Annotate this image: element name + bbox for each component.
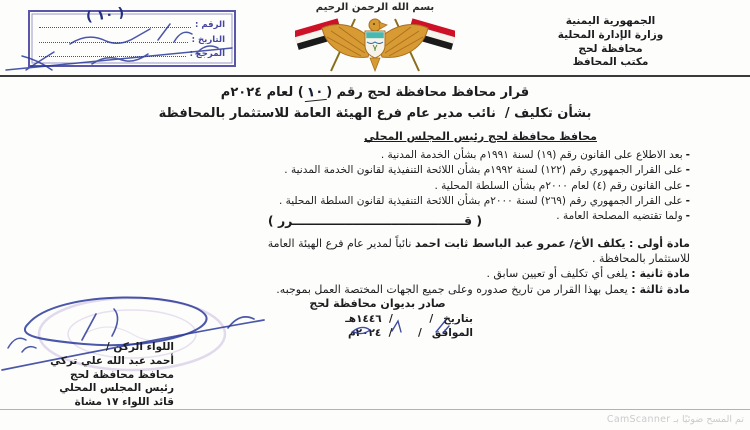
- bullet-dash: -: [685, 179, 690, 192]
- dotted-leader: [39, 48, 186, 57]
- eagle-head-icon: [369, 19, 387, 31]
- article-text: نائباً لمدير عام فرع الهيئة العامة: [267, 237, 412, 250]
- appointee-name: يكلف الأخ/ عمرو عبد الباسط ثابت احمد: [414, 237, 626, 250]
- ref-number-label: الرقم :: [195, 20, 225, 30]
- issuing-authority-line: محافظ محافظة لحج رئيس المجلس المحلي: [363, 130, 597, 143]
- footer-divider: [0, 409, 750, 410]
- decree-title-prefix: قرار محافظ محافظة لحج رقم (: [326, 85, 530, 100]
- signatory-title-brigade: قائد اللواء ١٧ مشاة: [74, 395, 174, 408]
- letterhead-line-republic: الجمهورية اليمنية: [565, 15, 656, 27]
- hijri-date-row: [270, 313, 485, 325]
- basmala-text: بسم الله الرحمن الرحيم: [315, 2, 435, 13]
- preamble-item: [40, 148, 690, 163]
- camscanner-watermark: تم المسح ضوئيًا بـ CamScanner: [606, 414, 744, 425]
- decree-title-line1: [0, 84, 750, 101]
- shield-icon: [365, 31, 385, 58]
- preamble-text: على القانون رقم (٤) لعام ٢٠٠٠م بشأن السلطة المحلية .: [434, 179, 683, 192]
- preamble-text: على القرار الجمهوري رقم (٢٦٩) لسنة ٢٠٠٠م بشأن اللائحة التنفيذية لقانون السلطة المحلية .: [278, 194, 683, 207]
- dotted-leader: [39, 34, 188, 43]
- issued-at-line: صادر بديوان محافظة لحج: [309, 297, 446, 310]
- signatory-title-council: رئيس المجلس المحلي: [59, 382, 174, 395]
- bullet-dash: -: [685, 149, 690, 161]
- bullet-dash: -: [685, 210, 690, 223]
- letterhead-ministry-block: [513, 15, 708, 70]
- ref-reference-label: المرجع :: [189, 49, 225, 59]
- gregorian-date-label: الموافق: [431, 327, 473, 339]
- ref-row-number: [39, 19, 225, 30]
- preamble-item: [40, 194, 690, 209]
- ref-row-reference: [39, 48, 225, 59]
- header-divider: [0, 75, 750, 77]
- decree-title-suffix: ) لعام ٢٠٢٤م: [220, 85, 304, 100]
- gregorian-date-row: [270, 327, 485, 339]
- letterhead-line-office: مكتب المحافظ: [572, 56, 649, 69]
- article-first: [42, 237, 690, 266]
- article-label: مادة ثانية :: [631, 267, 690, 281]
- preamble-text: ولما تقتضيه المصلحة العامة .: [556, 210, 683, 223]
- gregorian-date-value: / / ٢٠٢٤م: [347, 327, 422, 339]
- issuance-block: [270, 297, 485, 341]
- article-second: [42, 267, 690, 282]
- preamble-item: [40, 179, 690, 194]
- signature-block: [12, 341, 174, 409]
- preamble-text: على القرار الجمهوري رقم (١٢٢) لسنة ١٩٩٢م بشأن اللائحة التنفيذية لقانون الخدمة المدنية .: [284, 164, 683, 177]
- reference-stamp-box: [28, 10, 236, 67]
- letterhead-line-ministry: وزارة الإدارة المحلية: [557, 28, 664, 41]
- article-text: يعمل بهذا القرار من تاريخ صدوره وعلى جميع الجهات المختصة العمل بموجبه.: [276, 282, 628, 296]
- article-label: مادة ثالثة :: [631, 282, 690, 296]
- article-label: مادة أولى :: [628, 237, 690, 250]
- handwritten-decree-number: ( ١٠ ): [85, 4, 126, 26]
- article-text: يلغى أي تكليف أو تعيين سابق .: [486, 267, 628, 281]
- hijri-date-value: / / ١٤٤٦هـ: [345, 313, 434, 325]
- articles-section: [42, 237, 690, 298]
- article-text-line2: للاستثمار بالمحافظة .: [591, 251, 690, 265]
- article-third: [42, 283, 690, 298]
- preamble-item: [40, 163, 690, 178]
- ref-row-date: [39, 34, 225, 45]
- signatory-name: أحمد عبد الله علي تركي: [50, 355, 174, 368]
- letterhead-line-governorate: محافظة لحج: [578, 42, 643, 55]
- signatory-title-governor: محافظ محافظة لحج: [69, 368, 174, 381]
- ref-date-label: التاريخ :: [191, 34, 225, 45]
- hijri-date-label: بتاريخ: [443, 313, 473, 325]
- handwritten-title-number: ١٠: [303, 83, 327, 102]
- preamble-text: بعد الاطلاع على القانون رقم (١٩) لسنة ١٩٩١م بشأن الخدمة المدنية .: [380, 149, 683, 161]
- signatory-rank: اللواء الركن /: [105, 341, 174, 353]
- eagle-tail-icon: [370, 58, 380, 71]
- bullet-dash: -: [685, 194, 690, 207]
- bullet-dash: -: [685, 164, 690, 177]
- yemen-emblem-icon: [295, 11, 455, 75]
- decree-subject-line: بشأن تكليف / نائب مدير عام فرع الهيئة العامة للاستثمار بالمحافظة: [158, 106, 592, 121]
- decision-word: ( قــــــــــــــــــــــــــــــــــــــــرر ): [267, 213, 483, 228]
